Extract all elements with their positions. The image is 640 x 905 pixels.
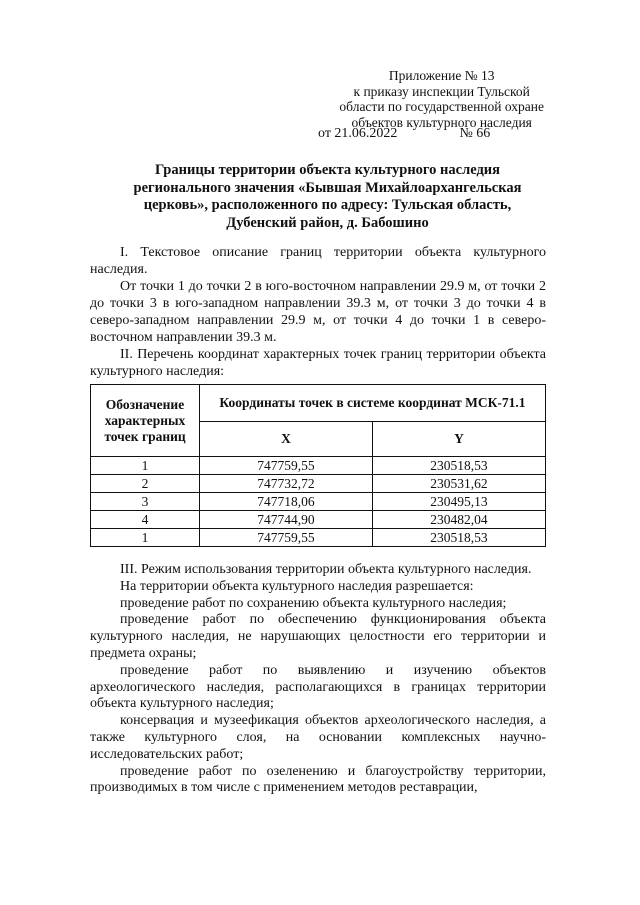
- title-line: Дубенский район, д. Бабошино: [226, 214, 429, 231]
- section-3-paragraph: проведение работ по сохранению объекта культурного наследия;: [120, 595, 507, 611]
- cell-point: 2: [91, 475, 200, 493]
- table-row: [91, 457, 546, 475]
- cell-x: 747759,55: [200, 529, 373, 547]
- section-3-paragraph: проведение работ по обеспечению функционирования объекта культурного наследия, не нарушающих целостности его территории и предмета охраны;: [90, 612, 546, 661]
- order-number: № 66: [459, 126, 491, 141]
- section-2-heading: II. Перечень координат характерных точек границ территории объекта культурного наследия:: [90, 347, 546, 379]
- table-row: [91, 493, 546, 511]
- cell-point: 1: [91, 457, 200, 475]
- appendix-header: [339, 68, 544, 130]
- title-line: церковь», расположенного по адресу: Тульская область,: [143, 197, 512, 213]
- cell-y: 230482,04: [372, 511, 545, 529]
- section-3-paragraph: проведение работ по озеленению и благоустройству территории, производимых в том числе с применением методов реставрации,: [90, 763, 546, 796]
- appendix-line: к приказу инспекции Тульской: [353, 83, 530, 99]
- cell-x: 747744,90: [200, 511, 373, 529]
- table-row: [91, 529, 546, 547]
- cell-y: 230518,53: [372, 457, 545, 475]
- order-date: от 21.06.2022: [318, 126, 398, 141]
- order-reference: [318, 126, 490, 142]
- coordinates-table: [90, 384, 546, 547]
- appendix-line: Приложение № 13: [388, 68, 495, 83]
- header-point: Обозначение характерных точек границ: [91, 385, 200, 457]
- cell-x: 747732,72: [200, 475, 373, 493]
- cell-point: 3: [91, 493, 200, 511]
- section-1-2: [90, 244, 546, 380]
- title-line: Границы территории объекта культурного наследия: [154, 162, 500, 178]
- section-1-text: От точки 1 до точки 2 в юго-восточном направлении 29.9 м, от точки 2 до точки 3 в юго-западном направлении 39.3 м, от точки 3 до точки 4 в северо-западном направлении 29.9 м, от точки 4 до точки 1 в северо-восточном направлении 39.3 м.: [90, 279, 546, 345]
- header-y: Y: [372, 422, 545, 457]
- title-line: регионального значения «Бывшая Михайлоархангельская: [133, 179, 522, 196]
- cell-y: 230495,13: [372, 493, 545, 511]
- cell-x: 747759,55: [200, 457, 373, 475]
- section-3-paragraph: проведение работ по выявлению и изучению объектов археологического наследия, располагающихся в границах территории объекта культурного наследия;: [90, 662, 546, 712]
- section-3-heading: III. Режим использования территории объекта культурного наследия.: [120, 562, 532, 577]
- cell-point: 1: [91, 529, 200, 547]
- appendix-line: объектов культурного наследия: [351, 114, 532, 130]
- appendix-line: области по государственной охране: [339, 99, 544, 114]
- section-1-heading: I. Текстовое описание границ территории объекта культурного наследия.: [90, 245, 546, 277]
- cell-y: 230518,53: [372, 529, 545, 547]
- table-row: [91, 511, 546, 529]
- cell-y: 230531,62: [372, 475, 545, 493]
- document-title: [100, 162, 555, 232]
- cell-point: 4: [91, 511, 200, 529]
- section-3-paragraph: На территории объекта культурного наследия разрешается:: [120, 578, 474, 594]
- header-x: X: [200, 422, 373, 457]
- header-coordinates: Координаты точек в системе координат МСК-71.1: [200, 385, 546, 422]
- cell-x: 747718,06: [200, 493, 373, 511]
- table-row: [91, 475, 546, 493]
- section-3: [90, 562, 546, 797]
- section-3-paragraph: консервация и музеефикация объектов археологического наследия, а также культурного слоя, на основании комплексных научно-исследовательских работ;: [90, 713, 546, 762]
